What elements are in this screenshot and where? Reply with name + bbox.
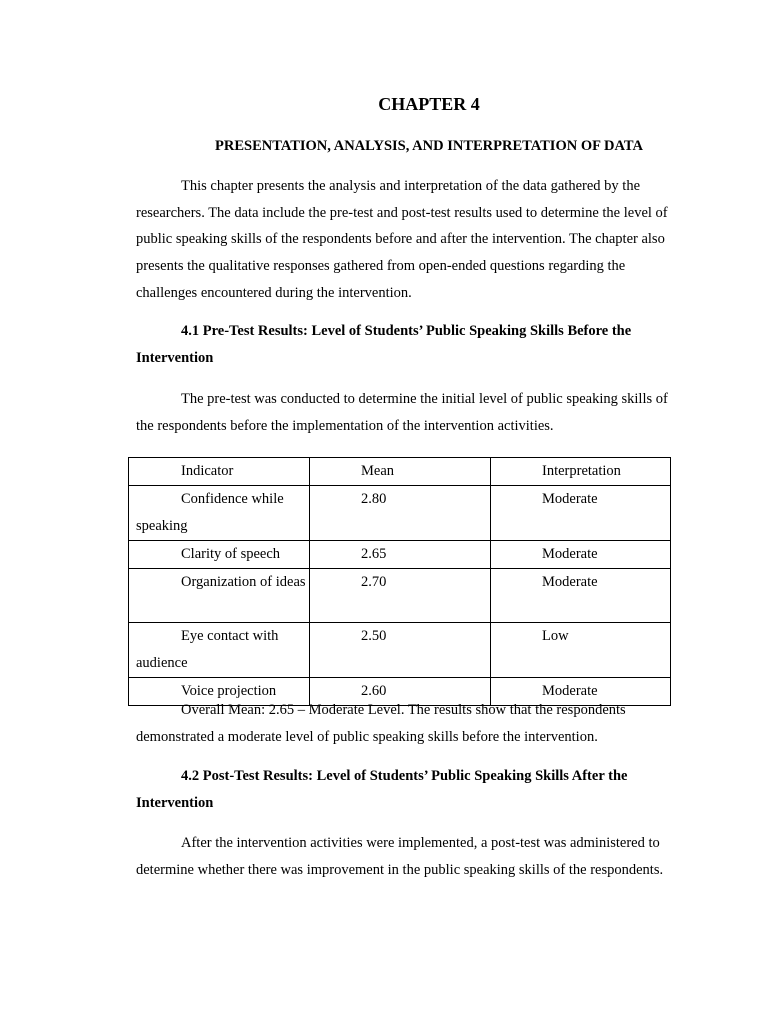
table-row bbox=[129, 486, 671, 541]
chapter-title: PRESENTATION, ANALYSIS, AND INTERPRETATION OF DATA bbox=[215, 138, 643, 154]
pretest-paragraph: The pre-test was conducted to determine the initial level of public speaking skills of the respondents before the implementation of the intervention activities. bbox=[136, 391, 668, 434]
table-header-row bbox=[129, 458, 671, 486]
cell-interpretation: Low bbox=[491, 623, 671, 678]
table-row bbox=[129, 541, 671, 569]
cell-indicator: Organization of ideas bbox=[181, 574, 306, 590]
intro-paragraph: This chapter presents the analysis and interpretation of the data gathered by the researchers. The data include the pre-test and post-test results used to determine the level of public speaking skills of the respondents before and after the intervention. The chapter also presents the qualitative responses gathered from open-ended questions regarding the challenges encountered during the intervention. bbox=[136, 178, 668, 301]
pretest-results-table bbox=[128, 457, 671, 706]
cell-mean: 2.50 bbox=[310, 623, 491, 678]
cell-interpretation: Moderate bbox=[491, 678, 671, 706]
cell-interpretation: Moderate bbox=[491, 541, 671, 569]
cell-indicator: Voice projection bbox=[181, 683, 277, 699]
cell-indicator: Eye contact with audience bbox=[136, 628, 279, 671]
table-row bbox=[129, 623, 671, 678]
cell-interpretation: Moderate bbox=[491, 569, 671, 623]
cell-mean: 2.60 bbox=[310, 678, 491, 706]
cell-interpretation: Moderate bbox=[491, 486, 671, 541]
cell-mean: 2.65 bbox=[310, 541, 491, 569]
header-interpretation: Interpretation bbox=[491, 458, 671, 486]
cell-indicator: Confidence while speaking bbox=[136, 491, 284, 534]
cell-indicator: Clarity of speech bbox=[181, 546, 281, 562]
section-heading-posttest: 4.2 Post-Test Results: Level of Students’ Public Speaking Skills After the Intervention bbox=[136, 768, 628, 811]
header-mean: Mean bbox=[310, 458, 491, 486]
chapter-heading: CHAPTER 4 bbox=[378, 94, 480, 114]
posttest-paragraph: After the intervention activities were implemented, a post-test was administered to determine whether there was improvement in the public speaking skills of the respondents. bbox=[136, 835, 664, 878]
header-indicator: Indicator bbox=[181, 463, 234, 479]
cell-mean: 2.80 bbox=[310, 486, 491, 541]
section-heading-pretest: 4.1 Pre-Test Results: Level of Students’ Public Speaking Skills Before the Intervention bbox=[136, 323, 632, 366]
overall-mean-paragraph: Overall Mean: 2.65 – Moderate Level. The results show that the respondents demonstrated a moderate level of public speaking skills before the intervention. bbox=[136, 702, 626, 745]
table-row bbox=[129, 569, 671, 623]
cell-mean: 2.70 bbox=[310, 569, 491, 623]
